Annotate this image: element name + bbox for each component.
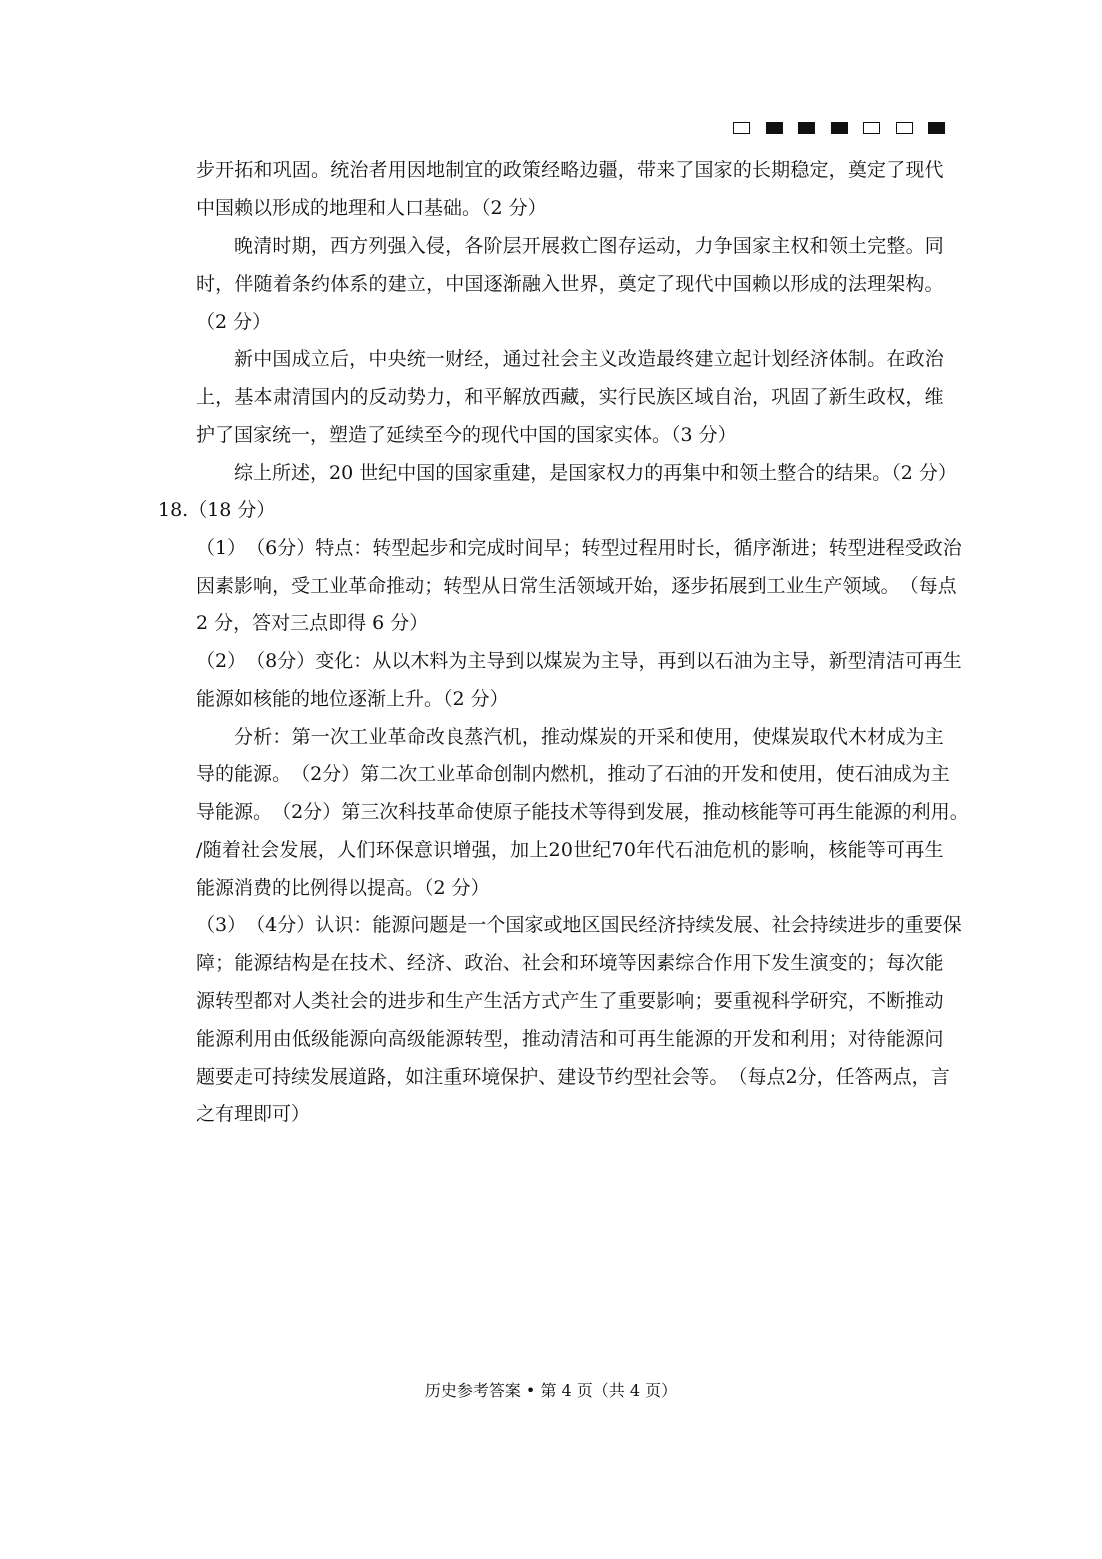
- text-line: 源 转 型 都 对 人 类 社 会 的 进 步 和 生 产 生 活 方 式 产 生 了 重 要 影 响 ； 要 重 视 科 学 研 究 ， 不 断 推 动: [196, 990, 944, 1012]
- header-mark-4: [831, 122, 848, 134]
- page-footer: 历史参考答案 • 第 4 页（共 4 页）: [424, 1381, 678, 1400]
- text-line: 综上所述，20 世纪中国的国家重建，是国家权力的再集中和领土整合的结果。（2 分）: [234, 462, 957, 484]
- text-line: 能 源 利 用 由 低 级 能 源 向 高 级 能 源 转 型 ， 推 动 清 洁 和 可 再 生 能 源 的 开 发 和 利 用 ； 对 待 能 源 问: [196, 1028, 944, 1050]
- text-line: 能源如核能的地位逐渐上升。（2 分）: [196, 688, 509, 710]
- text-line: 题 要 走 可 持 续 发 展 道 路 ， 如 注 重 环 境 保 护 、 建 设 节 约 型 社 会 等 。 （ 每 点 2 分 ， 任 答 两 点 ， 言: [196, 1066, 950, 1088]
- text-line: 之有理即可）: [196, 1103, 311, 1125]
- header-mark-3: [798, 122, 815, 134]
- header-mark-7: [928, 122, 945, 134]
- text-line: 中国赖以形成的地理和人口基础。（2 分）: [196, 197, 547, 219]
- text-line: 上 ， 基 本 肃 清 国 内 的 反 动 势 力 ， 和 平 解 放 西 藏 ， 实 行 民 族 区 域 自 治 ， 巩 固 了 新 生 政 权 ， 维: [196, 386, 944, 408]
- text-line: （2 分）: [196, 311, 272, 333]
- text-line: 2 分，答对三点即得 6 分）: [196, 612, 429, 634]
- text-line: 步 开 拓 和 巩 固 。 统 治 者 用 因 地 制 宜 的 政 策 经 略 边 疆 ， 带 来 了 国 家 的 长 期 稳 定 ， 奠 定 了 现 代: [196, 159, 944, 181]
- text-line: 分 析 ： 第 一 次 工 业 革 命 改 良 蒸 汽 机 ， 推 动 煤 炭 的 开 采 和 使 用 ， 使 煤 炭 取 代 木 材 成 为 主: [234, 726, 944, 748]
- text-line: 能源消费的比例得以提高。（2 分）: [196, 877, 490, 899]
- text-line: 时 ， 伴 随 着 条 约 体 系 的 建 立 ， 中 国 逐 渐 融 入 世 界 ， 奠 定 了 现 代 中 国 赖 以 形 成 的 法 理 架 构 。: [196, 273, 944, 295]
- text-line: 新 中 国 成 立 后 ， 中 央 统 一 财 经 ， 通 过 社 会 主 义 改 造 最 终 建 立 起 计 划 经 济 体 制 。 在 政 治: [234, 348, 944, 370]
- header-mark-1: [733, 122, 750, 134]
- question-number: 18.（18 分）: [158, 499, 276, 521]
- header-mark-6: [896, 122, 913, 134]
- text-line: 导 能 源 。 （ 2 分 ） 第 三 次 科 技 革 命 使 原 子 能 技 术 等 得 到 发 展 ， 推 动 核 能 等 可 再 生 能 源 的 利 用 。: [196, 801, 969, 823]
- text-line: 障 ； 能 源 结 构 是 在 技 术 、 经 济 、 政 治 、 社 会 和 环 境 等 因 素 综 合 作 用 下 发 生 演 变 的 ； 每 次 能: [196, 952, 944, 974]
- header-block-marks: [733, 122, 945, 136]
- text-line: （ 1 ） （ 6 分 ） 特 点 ： 转 型 起 步 和 完 成 时 间 早 ； 转 型 过 程 用 时 长 ， 循 序 渐 进 ； 转 型 进 程 受 政 治: [196, 537, 962, 559]
- text-line: （ 2 ） （ 8 分 ） 变 化 ： 从 以 木 料 为 主 导 到 以 煤 炭 为 主 导 ， 再 到 以 石 油 为 主 导 ， 新 型 清 洁 可 再 生: [196, 650, 962, 672]
- text-line: 因 素 影 响 ， 受 工 业 革 命 推 动 ； 转 型 从 日 常 生 活 领 域 开 始 ， 逐 步 拓 展 到 工 业 生 产 领 域 。 （ 每 点: [196, 575, 957, 597]
- text-line: 护了国家统一，塑造了延续至今的现代中国的国家实体。（3 分）: [196, 424, 737, 446]
- text-line: 导 的 能 源 。 （ 2 分 ） 第 二 次 工 业 革 命 创 制 内 燃 机 ， 推 动 了 石 油 的 开 发 和 使 用 ， 使 石 油 成 为 主: [196, 763, 950, 785]
- header-mark-2: [766, 122, 783, 134]
- text-line: （ 3 ） （ 4 分 ） 认 识 ： 能 源 问 题 是 一 个 国 家 或 地 区 国 民 经 济 持 续 发 展 、 社 会 持 续 进 步 的 重 要 保: [196, 914, 962, 936]
- text-line: / 随 着 社 会 发 展 ， 人 们 环 保 意 识 增 强 ， 加 上 2 0 世 纪 7 0 年 代 石 油 危 机 的 影 响 ， 核 能 等 可 再 生: [196, 839, 944, 861]
- text-line: 晚 清 时 期 ， 西 方 列 强 入 侵 ， 各 阶 层 开 展 救 亡 图 存 运 动 ， 力 争 国 家 主 权 和 领 土 完 整 。 同: [234, 235, 944, 257]
- header-mark-5: [863, 122, 880, 134]
